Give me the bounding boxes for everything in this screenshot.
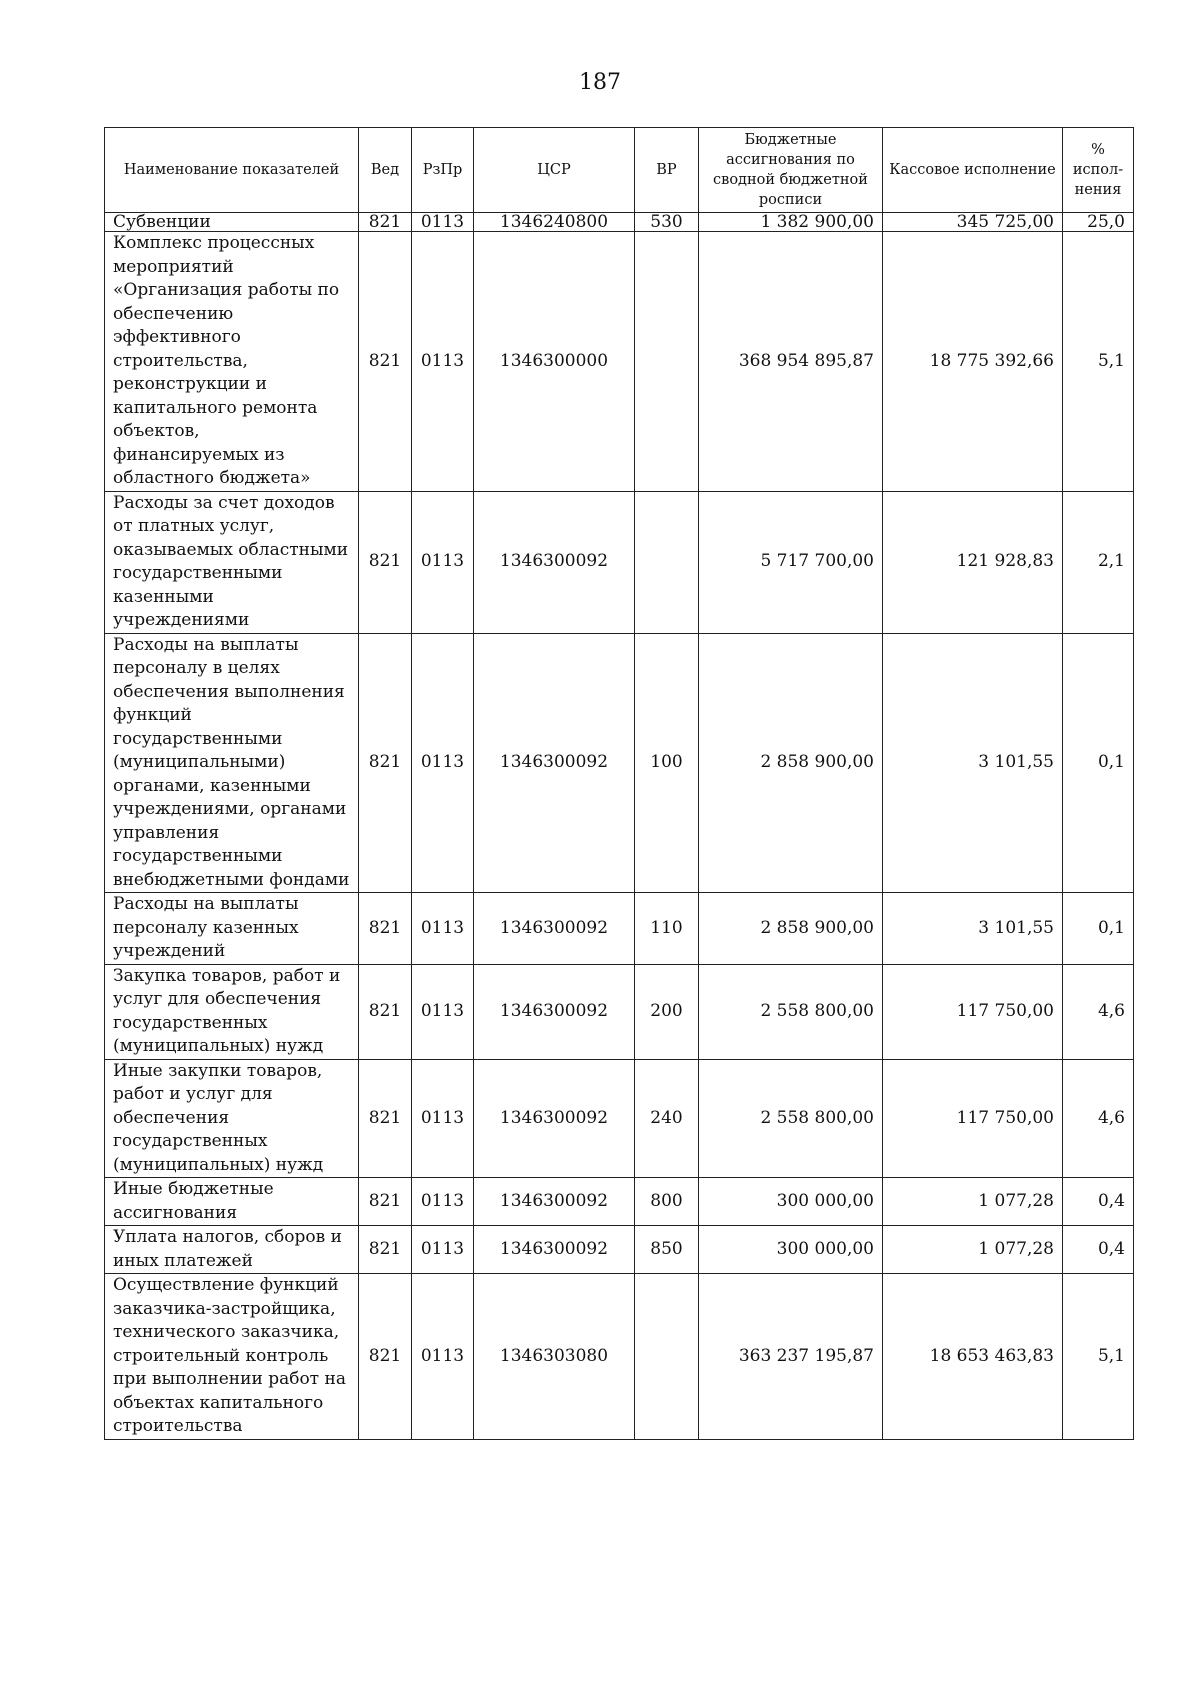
row-assignments: 368 954 895,87 [699, 232, 883, 492]
row-execution: 18 775 392,66 [883, 232, 1063, 492]
row-execution: 345 725,00 [883, 213, 1063, 232]
row-percent: 0,1 [1063, 633, 1134, 893]
row-percent: 0,4 [1063, 1178, 1134, 1226]
row-assignments: 2 858 900,00 [699, 893, 883, 965]
row-name: Осуществление функций заказчика-застройщика, технического заказчика, строительный контроль при выполнении работ на объектах капитального строительства [105, 1274, 359, 1440]
row-assignments: 2 558 800,00 [699, 964, 883, 1059]
row-execution: 121 928,83 [883, 491, 1063, 633]
header-name: Наименование показателей [105, 128, 359, 213]
header-execution: Кассовое исполнение [883, 128, 1063, 213]
row-assignments: 5 717 700,00 [699, 491, 883, 633]
row-assignments: 2 858 900,00 [699, 633, 883, 893]
table-row [105, 964, 1134, 1059]
row-execution: 117 750,00 [883, 964, 1063, 1059]
row-name: Субвенции [105, 213, 359, 232]
row-percent: 0,4 [1063, 1226, 1134, 1274]
row-execution: 3 101,55 [883, 893, 1063, 965]
row-vr: 100 [635, 633, 699, 893]
header-row [105, 128, 1134, 213]
row-csr: 1346303080 [474, 1274, 635, 1440]
row-csr: 1346300092 [474, 1226, 635, 1274]
row-rzpr: 0113 [412, 491, 474, 633]
row-name: Комплекс процессных мероприятий «Организация работы по обеспечению эффективного строительства, реконструкции и капитального ремонта объектов, финансируемых из областного бюджета» [105, 232, 359, 492]
header-vr: ВР [635, 128, 699, 213]
row-name: Расходы на выплаты персоналу казенных учреждений [105, 893, 359, 965]
row-name: Уплата налогов, сборов и иных платежей [105, 1226, 359, 1274]
row-name: Иные закупки товаров, работ и услуг для обеспечения государственных (муниципальных) нужд [105, 1059, 359, 1178]
row-csr: 1346300092 [474, 964, 635, 1059]
row-vr: 800 [635, 1178, 699, 1226]
row-name: Расходы на выплаты персоналу в целях обеспечения выполнения функций государственными (муниципальными) органами, казенными учреждениями, органами управления государственными внебюджетными фондами [105, 633, 359, 893]
row-rzpr: 0113 [412, 213, 474, 232]
row-execution: 3 101,55 [883, 633, 1063, 893]
row-assignments: 1 382 900,00 [699, 213, 883, 232]
row-percent: 5,1 [1063, 232, 1134, 492]
row-csr: 1346300092 [474, 893, 635, 965]
row-rzpr: 0113 [412, 964, 474, 1059]
row-execution: 1 077,28 [883, 1178, 1063, 1226]
row-ved: 821 [359, 232, 412, 492]
row-rzpr: 0113 [412, 1274, 474, 1440]
table-body [105, 213, 1134, 1440]
row-ved: 821 [359, 1274, 412, 1440]
budget-table [104, 127, 1134, 1440]
row-name: Закупка товаров, работ и услуг для обеспечения государственных (муниципальных) нужд [105, 964, 359, 1059]
page-number: 187 [579, 70, 621, 95]
row-assignments: 2 558 800,00 [699, 1059, 883, 1178]
table-row [105, 232, 1134, 492]
row-percent: 2,1 [1063, 491, 1134, 633]
row-assignments: 363 237 195,87 [699, 1274, 883, 1440]
row-rzpr: 0113 [412, 893, 474, 965]
table-header [105, 128, 1134, 213]
table-row [105, 633, 1134, 893]
row-vr [635, 232, 699, 492]
row-csr: 1346300092 [474, 1059, 635, 1178]
header-ved: Вед [359, 128, 412, 213]
table-row [105, 1178, 1134, 1226]
row-rzpr: 0113 [412, 1226, 474, 1274]
row-execution: 18 653 463,83 [883, 1274, 1063, 1440]
row-percent: 4,6 [1063, 964, 1134, 1059]
header-percent: % испол-нения [1063, 128, 1134, 213]
row-csr: 1346300092 [474, 491, 635, 633]
row-vr: 200 [635, 964, 699, 1059]
row-rzpr: 0113 [412, 633, 474, 893]
row-ved: 821 [359, 633, 412, 893]
table-row [105, 213, 1134, 232]
row-ved: 821 [359, 893, 412, 965]
row-vr: 110 [635, 893, 699, 965]
row-percent: 25,0 [1063, 213, 1134, 232]
header-rzpr: РзПр [412, 128, 474, 213]
row-rzpr: 0113 [412, 1059, 474, 1178]
row-vr: 850 [635, 1226, 699, 1274]
row-ved: 821 [359, 964, 412, 1059]
table-row [105, 1274, 1134, 1440]
row-rzpr: 0113 [412, 232, 474, 492]
table-row [105, 1059, 1134, 1178]
row-csr: 1346240800 [474, 213, 635, 232]
row-ved: 821 [359, 1226, 412, 1274]
row-vr [635, 1274, 699, 1440]
row-name: Расходы за счет доходов от платных услуг, оказываемых областными государственными казенными учреждениями [105, 491, 359, 633]
row-percent: 5,1 [1063, 1274, 1134, 1440]
row-execution: 117 750,00 [883, 1059, 1063, 1178]
table-row [105, 1226, 1134, 1274]
table-row [105, 491, 1134, 633]
row-ved: 821 [359, 491, 412, 633]
row-vr: 240 [635, 1059, 699, 1178]
header-csr: ЦСР [474, 128, 635, 213]
row-assignments: 300 000,00 [699, 1178, 883, 1226]
row-vr [635, 491, 699, 633]
row-ved: 821 [359, 1059, 412, 1178]
row-ved: 821 [359, 213, 412, 232]
row-name: Иные бюджетные ассигнования [105, 1178, 359, 1226]
row-percent: 4,6 [1063, 1059, 1134, 1178]
row-rzpr: 0113 [412, 1178, 474, 1226]
row-vr: 530 [635, 213, 699, 232]
table-row [105, 893, 1134, 965]
row-percent: 0,1 [1063, 893, 1134, 965]
row-csr: 1346300092 [474, 633, 635, 893]
row-assignments: 300 000,00 [699, 1226, 883, 1274]
row-csr: 1346300092 [474, 1178, 635, 1226]
row-execution: 1 077,28 [883, 1226, 1063, 1274]
row-ved: 821 [359, 1178, 412, 1226]
header-assignments: Бюджетные ассигнования по сводной бюджетной росписи [699, 128, 883, 213]
row-csr: 1346300000 [474, 232, 635, 492]
